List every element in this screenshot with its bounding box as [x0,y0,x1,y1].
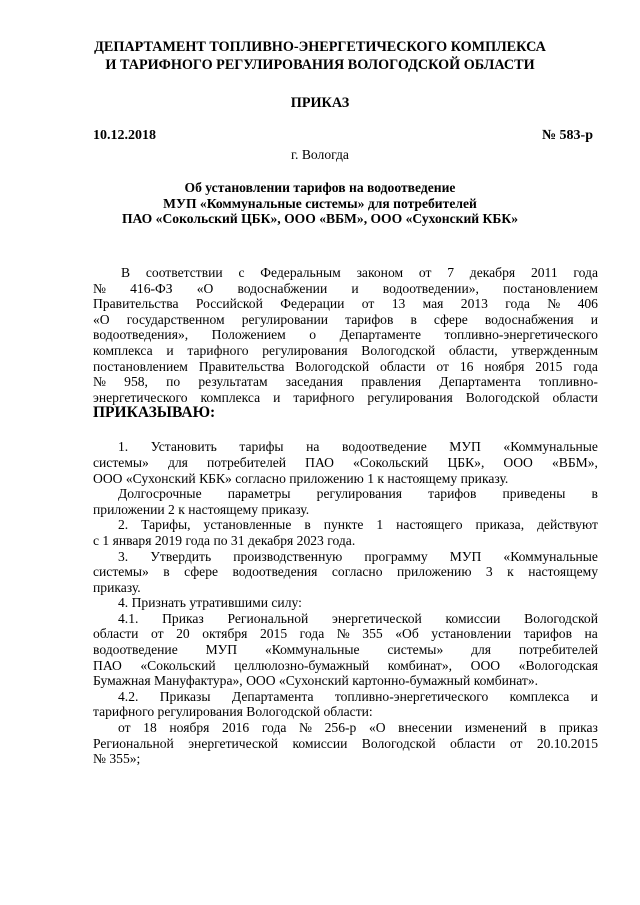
city-name: г. Вологда [291,147,349,162]
preamble-line: Правительства Российской Федерации от 13 мая 2013 года № 406 [93,296,598,312]
item-4-2-a-line: Региональной энергетической комиссии Вологодской области от 20.10.2015 [93,735,598,751]
preamble-line: комплекса и тарифного регулирования Вологодской области, утвержденным [93,342,598,358]
item-1-line: ООО «Сухонский КБК» согласно приложению 1 к настоящему приказу. [93,470,509,486]
item-3-line: 3. Утвердить производственную программу МУП «Коммунальные [118,548,598,564]
item-1-line: системы» для потребителей ПАО «Сокольский ЦБК», ООО «ВБМ», [93,454,598,470]
preamble-line: № 958, по результатам заседания правления Департамента топливно- [93,374,598,390]
order-number: № 583-р [541,128,593,143]
document-type-title: ПРИКАЗ [290,95,350,111]
subject-line-2: МУП «Коммунальные системы» для потребителей [163,195,477,211]
item-4-1-line: водоотведение МУП «Коммунальные системы» для потребителей [93,642,598,658]
preamble-line: постановлением Правительства Вологодской области от 16 ноября 2015 года [93,358,598,374]
department-name-line-2: И ТАРИФНОГО РЕГУЛИРОВАНИЯ ВОЛОГОДСКОЙ ОБЛАСТИ [105,57,535,73]
item-2-line: с 1 января 2019 года по 31 декабря 2023 года. [93,532,356,548]
preamble-line: водоотведения», Положением о Департаменте топливно-энергетического [93,327,598,343]
item-1-line: 1. Установить тарифы на водоотведение МУП «Коммунальные [118,439,598,455]
item-4-2-a-line: № 355»; [93,751,141,767]
item-4-2-line: тарифного регулирования Вологодской области: [93,704,373,720]
item-3-line: приказу. [93,579,141,595]
subject-line-3: ПАО «Сокольский ЦБК», ООО «ВБМ», ООО «Сухонский КБК» [121,211,519,226]
order-directive-word: ПРИКАЗЫВАЮ: [93,404,216,422]
item-4-1-line: Бумажная Мануфактура», ООО «Сухонский картонно-бумажный комбинат». [93,673,539,689]
order-date: 10.12.2018 [93,128,156,143]
item-3-line: системы» в сфере водоотведения согласно приложению 3 к настоящему [93,564,598,580]
item-1b-line: приложении 2 к настоящему приказу. [93,501,310,517]
order-body [93,265,598,767]
spacer [93,423,598,439]
item-4-1-line: ПАО «Сокольский целлюлозно-бумажный комбинат», ООО «Вологодская [93,657,598,673]
item-4-2-line: 4.2. Приказы Департамента топливно-энергетического комплекса и [118,688,598,704]
item-2-line: 2. Тарифы, установленные в пункте 1 настоящего приказа, действуют [118,517,598,533]
item-4-1-line: области от 20 октября 2015 года № 355 «Об установлении тарифов на [93,626,598,642]
item-4-1-line: 4.1. Приказ Региональной энергетической комиссии Вологодской [118,610,598,626]
department-name-line-1: ДЕПАРТАМЕНТ ТОПЛИВНО-ЭНЕРГЕТИЧЕСКОГО КОМПЛЕКСА [94,39,546,55]
subject-line-1: Об установлении тарифов на водоотведение [184,180,456,195]
department-header [40,38,600,74]
preamble-line: № 416-ФЗ «О водоснабжении и водоотведении», постановлением [93,280,598,296]
item-1b-line: Долгосрочные параметры регулирования тарифов приведены в [118,486,598,502]
item-4-line: 4. Признать утратившими силу: [118,595,302,611]
item-4-2-a-line: от 18 ноября 2016 года № 256-р «О внесении изменений в приказ [118,720,598,736]
order-subject [80,180,560,227]
preamble-line: «О государственном регулировании тарифов в сфере водоснабжения и [93,311,598,327]
preamble-line: энергетического комплекса и тарифного регулирования Вологодской области [93,389,598,405]
preamble-line: В соответствии с Федеральным законом от 7 декабря 2011 года [121,265,598,280]
